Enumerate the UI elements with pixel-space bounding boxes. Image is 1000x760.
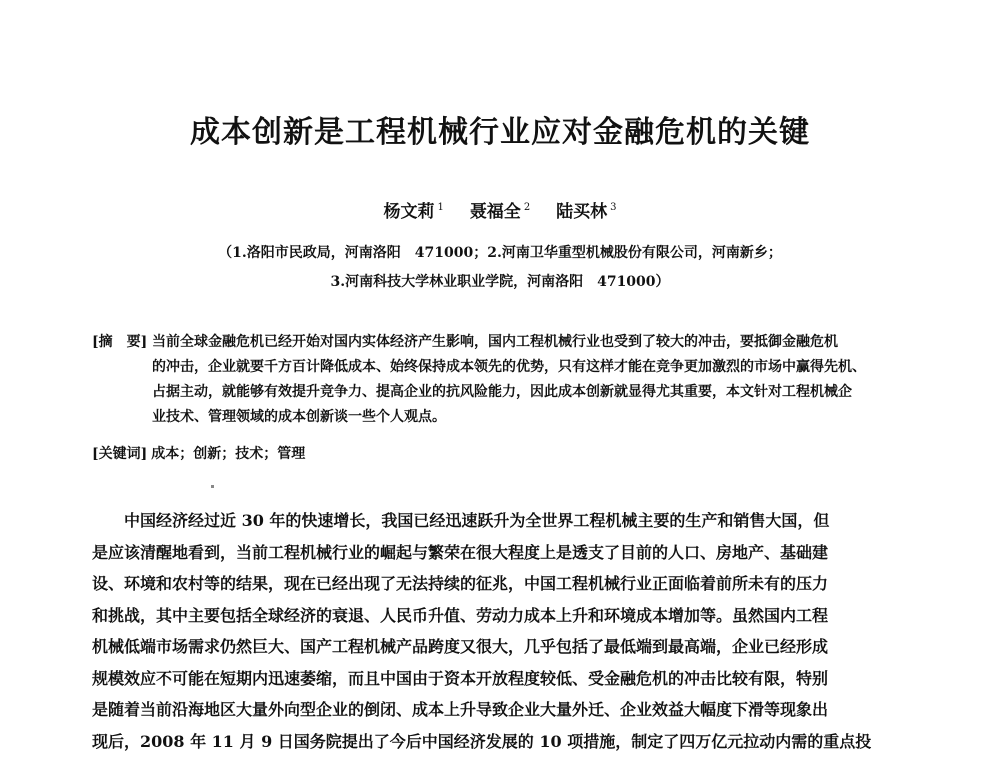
author-affil-mark: 3 xyxy=(610,202,617,213)
affiliation-line-2: 3.河南科技大学林业职业学院，河南洛阳 471000） xyxy=(330,274,670,290)
body-line: 是应该清醒地看到，当前工程机械行业的崛起与繁荣在很大程度上是透支了目前的人口、房地产、基础建 xyxy=(92,542,829,562)
abstract-line: 的冲击，企业就要千方百计降低成本、始终保持成本领先的优势，只有这样才能在竞争更加激烈的市场中赢得先机、 xyxy=(152,359,866,375)
author-affil-mark: 2 xyxy=(523,202,531,213)
author-3 xyxy=(556,202,616,222)
body-line: 规模效应不可能在短期内迅速萎缩，而且中国由于资本开放程度较低、受金融危机的冲击比较有限，特别 xyxy=(92,668,829,688)
abstract-text xyxy=(152,330,920,430)
body-line: 现后，2008 年 11 月 9 日国务院提出了今后中国经济发展的 10 项措施，制定了四万亿元拉动内需的重点投 xyxy=(92,731,872,751)
author-list xyxy=(0,196,1000,224)
body-line: 是随着当前沿海地区大量外向型企业的倒闭、成本上升导致企业大量外迁、企业效益大幅度下滑等现象出 xyxy=(92,700,829,719)
paper-title: 成本创新是工程机械行业应对金融危机的关键 xyxy=(190,115,810,150)
abstract-line: 当前全球金融危机已经开始对国内实体经济产生影响，国内工程机械行业也受到了较大的冲击，要抵御金融危机 xyxy=(152,334,838,350)
body-line: 机械低端市场需求仍然巨大、国产工程机械产品跨度又很大，几乎包括了最低端到最高端，企业已经形成 xyxy=(92,637,829,656)
author-2 xyxy=(470,202,530,222)
keywords-block xyxy=(92,443,305,465)
body-paragraph xyxy=(92,505,922,757)
author-1 xyxy=(384,202,444,222)
author-name: 聂福全 xyxy=(469,201,521,222)
affiliation-line-1: （1.洛阳市民政局，河南洛阳 471000；2.河南卫华重型机械股份有限公司，河南新乡； xyxy=(218,245,782,261)
body-line: 设、环境和农村等的结果，现在已经出现了无法持续的征兆，中国工程机械行业正面临着前所未有的压力 xyxy=(92,574,829,593)
abstract-line: 占据主动，就能够有效提升竞争力、提高企业的抗风险能力，因此成本创新就显得尤其重要，本文针对工程机械企 xyxy=(152,384,852,400)
body-line: 中国经济经过近 30 年的快速增长，我国已经迅速跃升为全世界工程机械主要的生产和销售大国，但 xyxy=(92,511,830,530)
keywords-text: 成本；创新；技术；管理 xyxy=(151,446,306,462)
author-name: 杨文莉 xyxy=(383,201,435,222)
author-affil-mark: 1 xyxy=(437,202,444,213)
abstract-line: 业技术、管理领域的成本创新谈一些个人观点。 xyxy=(152,409,446,425)
author-name: 陆买林 xyxy=(556,201,608,222)
abstract-block xyxy=(92,330,920,430)
abstract-label: [摘 要] xyxy=(92,334,148,350)
body-line: 和挑战，其中主要包括全球经济的衰退、人民币升值、劳动力成本上升和环境成本增加等。虽然国内工程 xyxy=(92,605,829,625)
keywords-label: [关键词] xyxy=(92,446,148,462)
scan-speck xyxy=(211,485,214,488)
